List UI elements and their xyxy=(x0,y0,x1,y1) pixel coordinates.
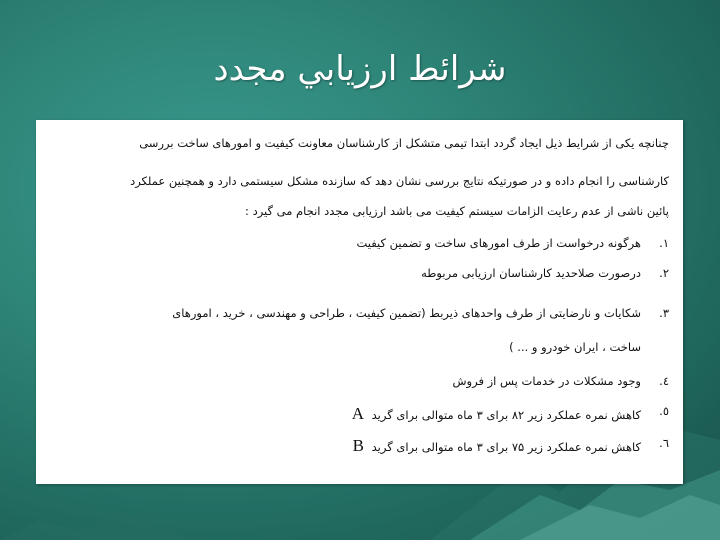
list-item-number: ٤. xyxy=(659,374,669,388)
list-item-text: وجود مشکلات در خدمات پس از فروش xyxy=(452,374,641,388)
list-item-text xyxy=(352,404,641,424)
intro-line-2 xyxy=(46,174,669,188)
intro-line-1 xyxy=(46,136,669,150)
content-panel xyxy=(36,120,683,484)
intro-line-1-text: چنانچه یکی از شرایط ذیل ایجاد گردد ابتدا تیمی متشکل از کارشناسان معاونت کیفیت و امورهای ساخت بررسی xyxy=(139,136,669,150)
list-item-text-continued: ساخت ، ایران خودرو و ... ) xyxy=(509,340,641,354)
slide-title: شرائط ارزيابي مجدد xyxy=(213,49,507,89)
list-item-text xyxy=(353,436,641,456)
grade-label: A xyxy=(351,404,364,423)
list-item-number: ۳. xyxy=(659,306,669,320)
list-item-text: هرگونه درخواست از طرف امورهای ساخت و تضمین کیفیت xyxy=(356,236,641,250)
list-item-number: ۲. xyxy=(659,266,669,280)
list-item-number: ۱. xyxy=(659,236,669,250)
intro-line-2-text: کارشناسی را انجام داده و در صورتیکه نتایج بررسی نشان دهد که سازنده مشکل سیستمی دارد و همچنین عملکرد xyxy=(130,174,669,188)
list-item-text-body: کاهش نمره عملکرد زیر ۸۲ برای ۳ ماه متوالی برای گرید xyxy=(371,408,641,422)
intro-line-3 xyxy=(46,204,669,218)
intro-line-3-text: پائین ناشی از عدم رعایت الزامات سیستم کیفیت می باشد ارزیابی مجدد انجام می گیرد : xyxy=(245,204,669,218)
list-item-text: درصورت صلاحدید کارشناسان ارزیابی مربوطه xyxy=(421,266,641,280)
list-item-text: شکایات و نارضایتی از طرف واحدهای ذیربط (تضمین کیفیت ، طراحی و مهندسی ، خرید ، امورهای xyxy=(172,306,641,320)
list-item-number: ٦. xyxy=(659,436,669,450)
list-item-text-body: کاهش نمره عملکرد زیر ۷۵ برای ۳ ماه متوالی برای گرید xyxy=(371,440,641,454)
list-item-number: ٥. xyxy=(659,404,669,418)
grade-label: B xyxy=(352,436,364,455)
